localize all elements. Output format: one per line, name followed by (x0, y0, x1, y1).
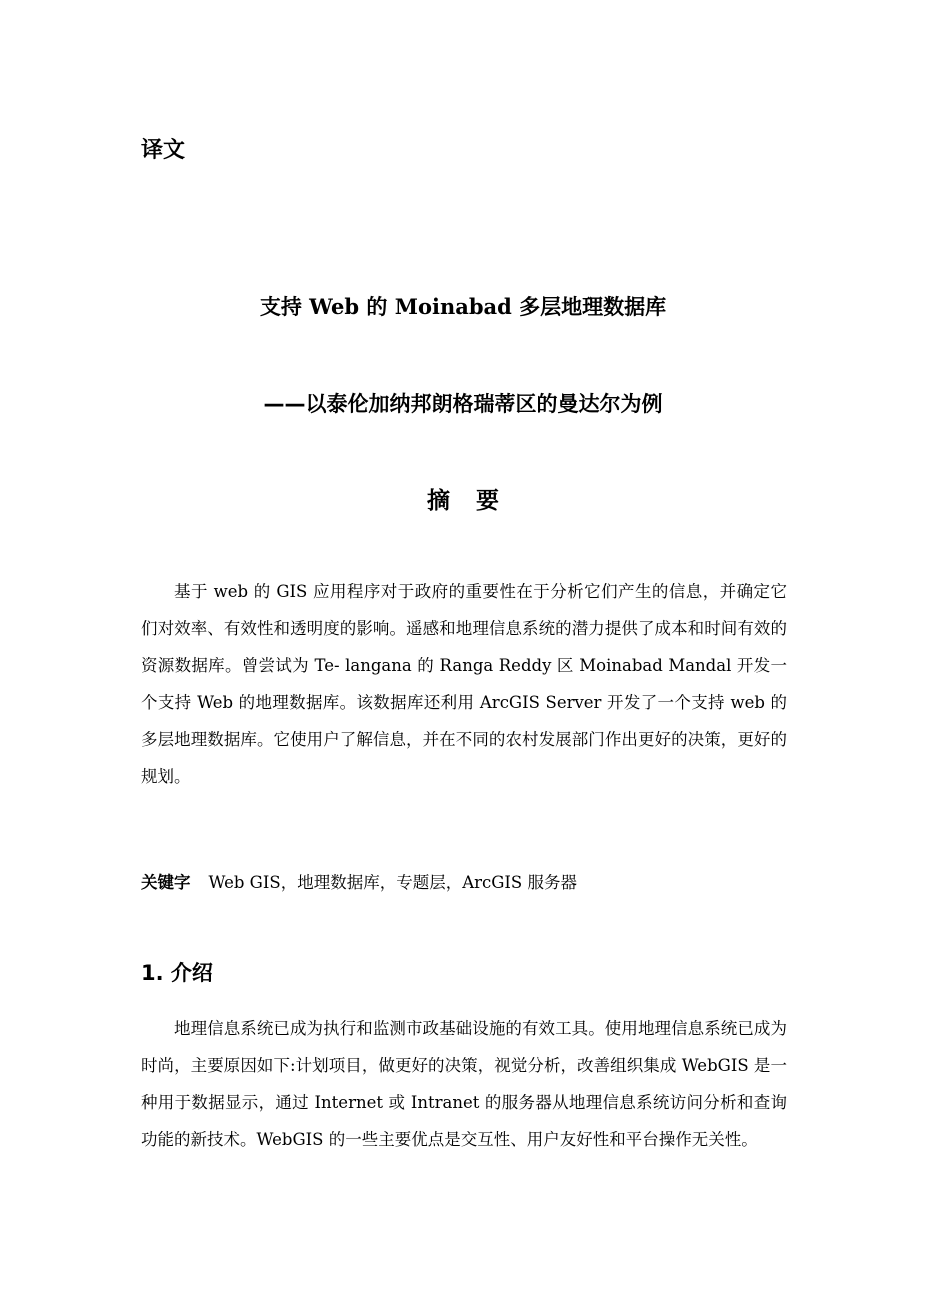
document-subtitle: ——以泰伦加纳邦朗格瑞蒂区的曼达尔为例 (263, 392, 663, 416)
keywords-line (141, 868, 577, 898)
section-heading-introduction: 1. 介绍 (141, 961, 213, 985)
keywords-label: 关键字 (141, 873, 191, 892)
keywords-value: Web GIS，地理数据库，专题层，ArcGIS 服务器 (208, 873, 577, 892)
document-label: 译文 (141, 138, 186, 163)
document-title: 支持 Web 的 Moinabad 多层地理数据库 (259, 294, 667, 319)
abstract-heading-char-1: 摘 (427, 488, 450, 514)
introduction-paragraph: 地理信息系统已成为执行和监测市政基础设施的有效工具。使用地理信息系统已成为时尚，主要原因如下:计划项目，做更好的决策，视觉分析，改善组织集成 WebGIS 是一种用于数据显示，通过 Internet 或 Intranet 的服务器从地理信息系统访问分析和查询功能的新技术。WebGIS 的一些主要优点是交互性、用户友好性和平台操作无关性。 (141, 1019, 787, 1149)
abstract-heading (0, 486, 926, 516)
abstract-paragraph: 基于 web 的 GIS 应用程序对于政府的重要性在于分析它们产生的信息，并确定它们对效率、有效性和透明度的影响。遥感和地理信息系统的潜力提供了成本和时间有效的资源数据库。曾尝试为 Te- langana 的 Ranga Reddy 区 Moinabad Mandal 开发一个支持 Web 的地理数据库。该数据库还利用 ArcGIS Server 开发了一个支持 web 的多层地理数据库。它使用户了解信息，并在不同的农村发展部门作出更好的决策，更好的规划。 (141, 582, 787, 786)
abstract-heading-char-2: 要 (476, 488, 499, 514)
